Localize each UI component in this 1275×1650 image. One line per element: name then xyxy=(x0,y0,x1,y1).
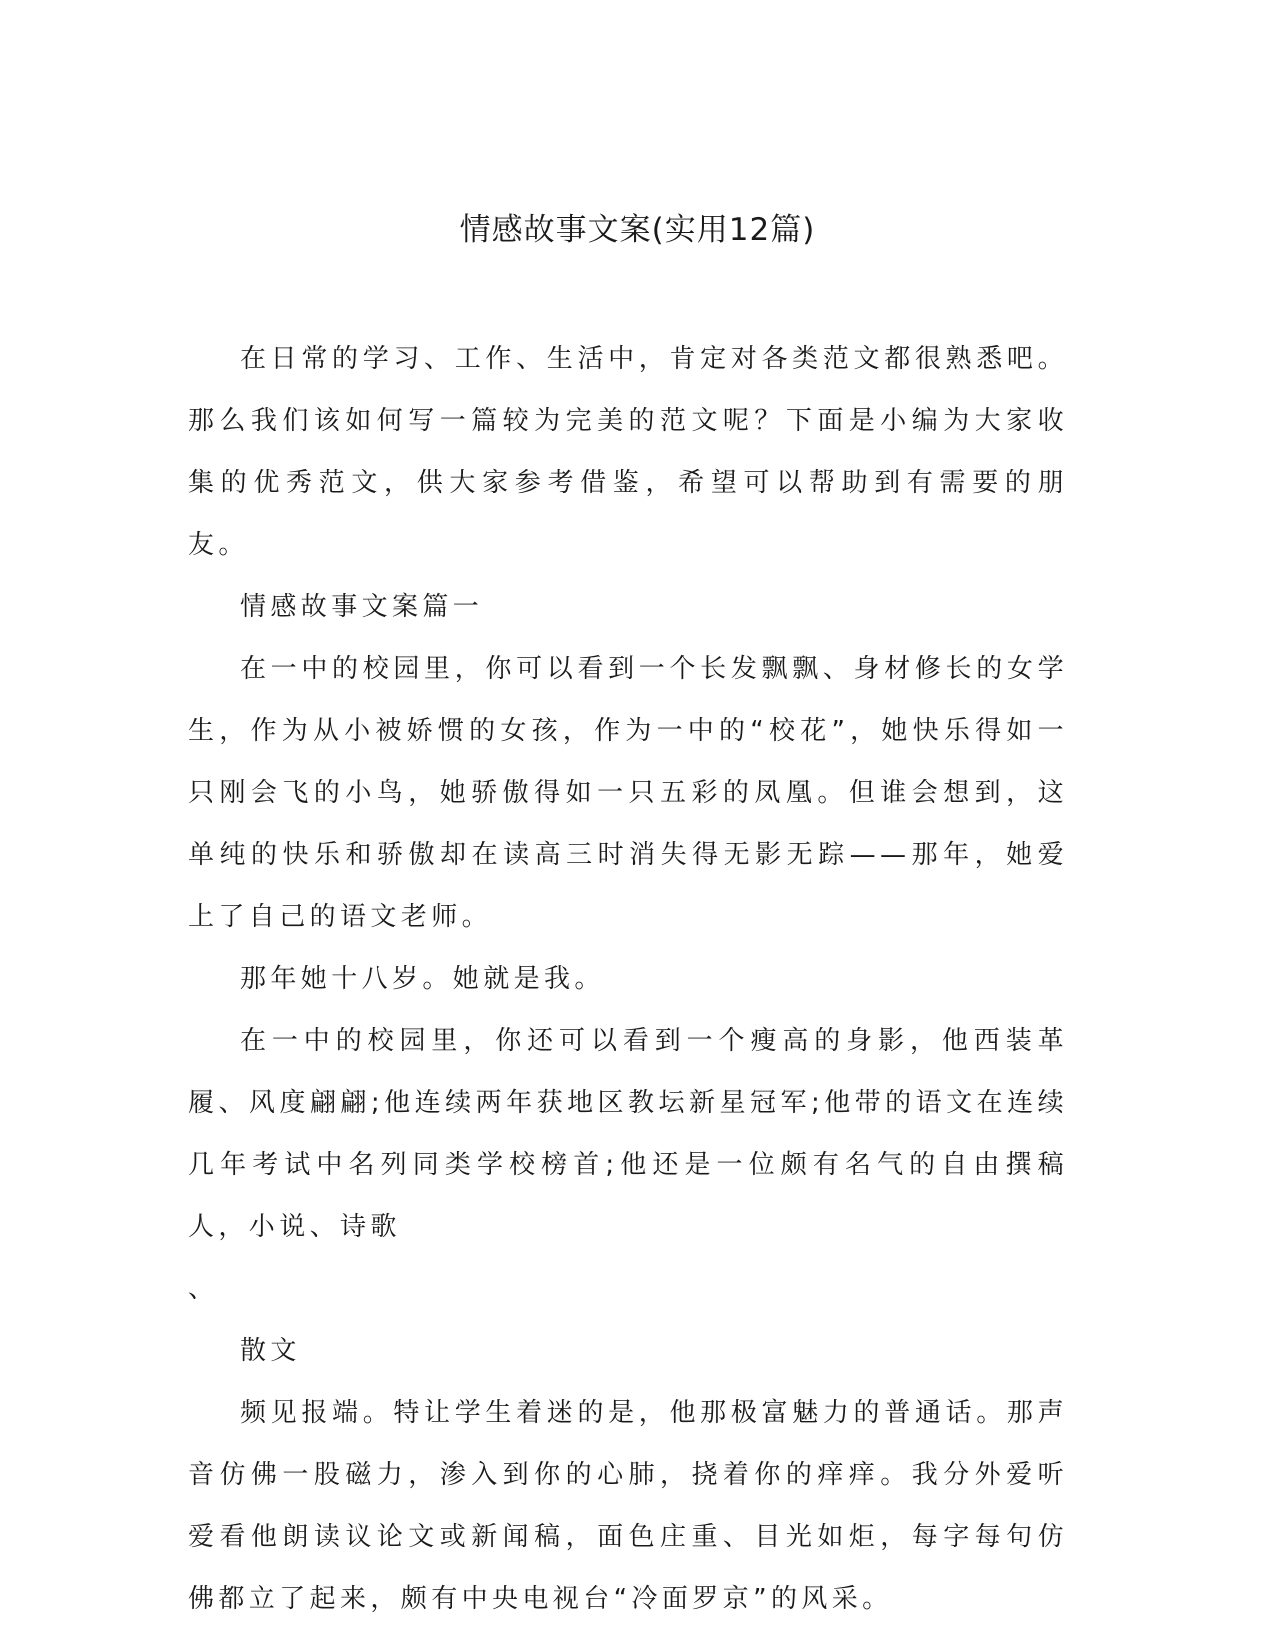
section-heading: 情感故事文案篇一 xyxy=(240,592,484,622)
story-paragraph-fragment: 、 xyxy=(188,1274,219,1304)
document-body xyxy=(188,328,1068,1630)
document-title: 情感故事文案(实用12篇) xyxy=(459,212,816,248)
story-paragraph: 那年她十八岁。她就是我。 xyxy=(240,964,605,994)
story-paragraph: 在一中的校园里，你还可以看到一个瘦高的身影，他西装革履、风度翩翩;他连续两年获地区教坛新星冠军;他带的语文在连续几年考试中名列同类学校榜首;他还是一位颇有名气的自由撰稿人，小说、诗歌 xyxy=(188,1026,1068,1242)
story-paragraph: 频见报端。特让学生着迷的是，他那极富魅力的普通话。那声音仿佛一股磁力，渗入到你的心肺，挠着你的痒痒。我分外爱听爱看他朗读议论文或新闻稿，面色庄重、目光如炬，每字每句仿佛都立了起来，颇有中央电视台“冷面罗京”的风采。 xyxy=(188,1398,1068,1614)
intro-paragraph: 在日常的学习、工作、生活中，肯定对各类范文都很熟悉吧。那么我们该如何写一篇较为完美的范文呢？下面是小编为大家收集的优秀范文，供大家参考借鉴，希望可以帮助到有需要的朋友。 xyxy=(188,344,1068,560)
story-paragraph: 散文 xyxy=(240,1336,301,1366)
story-paragraph: 在一中的校园里，你可以看到一个长发飘飘、身材修长的女学生，作为从小被娇惯的女孩，作为一中的“校花”，她快乐得如一只刚会飞的小鸟，她骄傲得如一只五彩的凤凰。但谁会想到，这单纯的快乐和骄傲却在读高三时消失得无影无踪——那年，她爱上了自己的语文老师。 xyxy=(188,654,1068,932)
